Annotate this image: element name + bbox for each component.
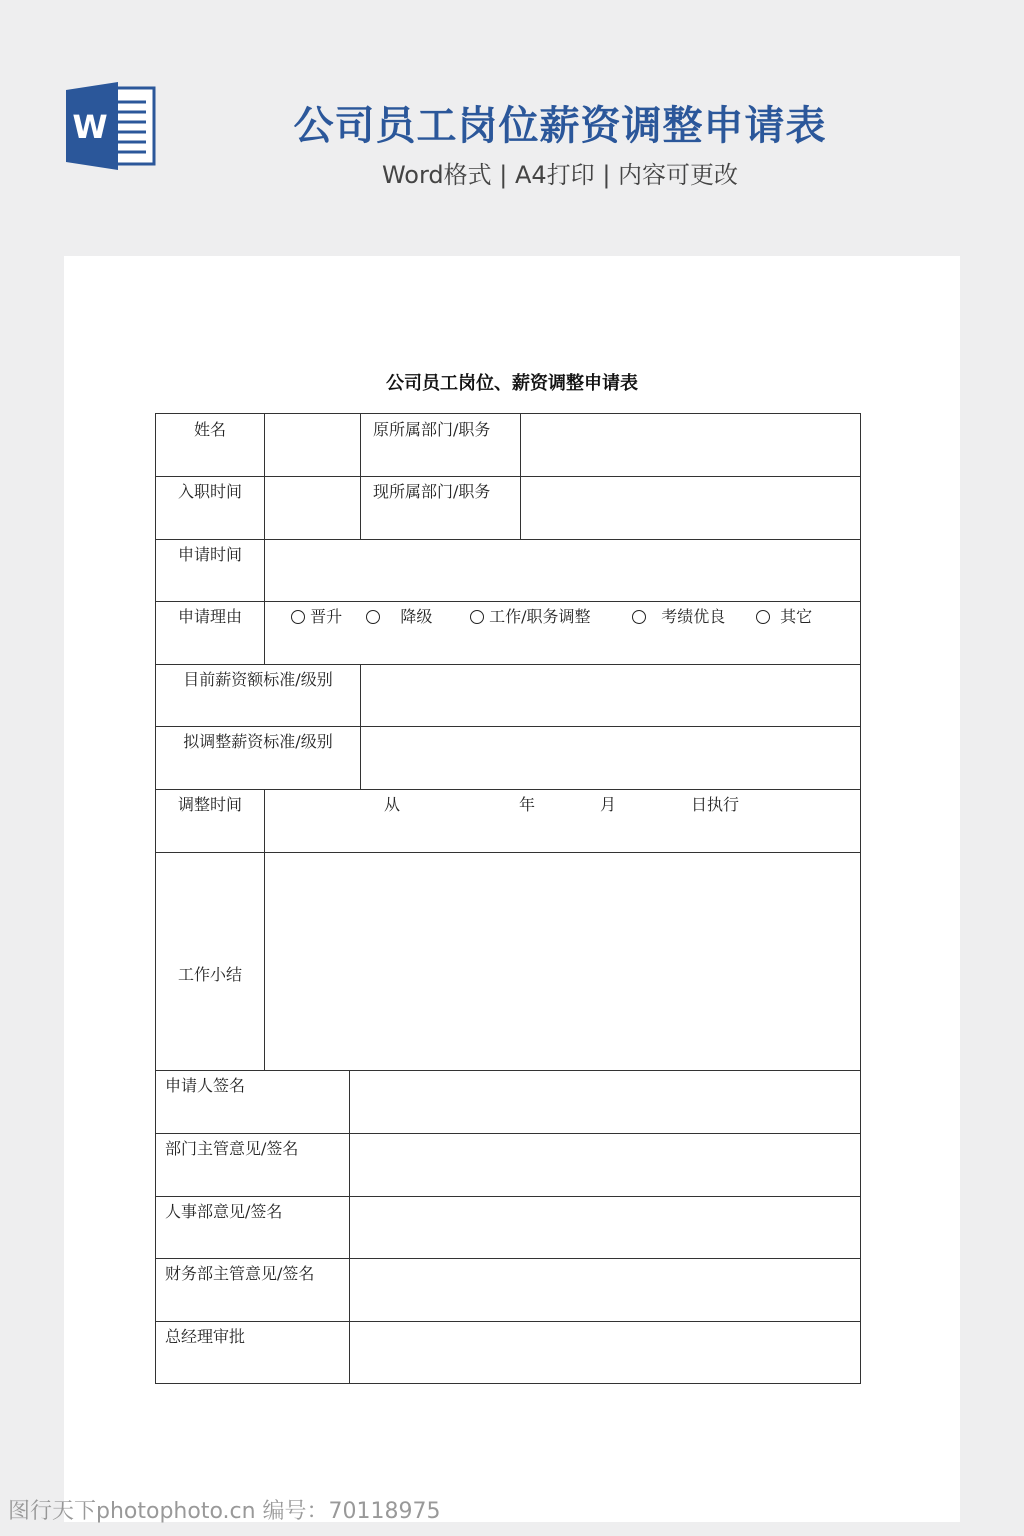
apply-date-label: 申请时间 xyxy=(177,545,242,564)
curr-dept-label: 现所属部门/职务 xyxy=(373,482,491,501)
adjust-day-text: 日执行 xyxy=(691,795,740,814)
radio-circle-icon[interactable] xyxy=(470,610,484,624)
name-label: 姓名 xyxy=(193,420,226,439)
adjust-month-text: 月 xyxy=(600,795,617,814)
radio-circle-icon[interactable] xyxy=(756,610,770,624)
radio-circle-icon[interactable] xyxy=(366,610,380,624)
finance-opinion-label: 财务部主管意见/签名 xyxy=(165,1264,315,1283)
apply-date-field[interactable] xyxy=(264,539,860,601)
application-form-table xyxy=(155,413,861,1384)
hire-date-label: 入职时间 xyxy=(177,482,242,501)
work-summary-label: 工作小结 xyxy=(177,965,242,984)
reason-option-demotion[interactable]: 降级 xyxy=(366,604,432,627)
proposed-salary-label: 拟调整薪资标准/级别 xyxy=(183,732,333,751)
banner-title: 公司员工岗位薪资调整申请表 xyxy=(293,103,827,149)
finance-opinion-field[interactable] xyxy=(349,1258,860,1321)
name-field[interactable] xyxy=(264,414,360,476)
adjust-year-text: 年 xyxy=(519,795,536,814)
dept-head-label: 部门主管意见/签名 xyxy=(165,1139,299,1158)
adjust-from-text: 从 xyxy=(384,795,401,814)
applicant-sign-field[interactable] xyxy=(349,1070,860,1133)
word-document-icon xyxy=(62,80,158,172)
reason-option-job-adjust[interactable]: 工作/职务调整 xyxy=(470,604,591,627)
reason-option-other[interactable]: 其它 xyxy=(756,604,812,627)
current-salary-field[interactable] xyxy=(360,664,860,726)
radio-circle-icon[interactable] xyxy=(632,610,646,624)
dept-head-field[interactable] xyxy=(349,1133,860,1196)
gm-approval-label: 总经理审批 xyxy=(165,1327,246,1346)
current-salary-label: 目前薪资额标准/级别 xyxy=(183,670,333,689)
banner-subtitle: Word格式 | A4打印 | 内容可更改 xyxy=(381,161,739,189)
watermark: 图行天下photophoto.cn 编号：70118975 xyxy=(8,1499,441,1524)
work-summary-field[interactable] xyxy=(264,852,860,1070)
radio-circle-icon[interactable] xyxy=(291,610,305,624)
reason-label: 申请理由 xyxy=(177,607,242,626)
gm-approval-field[interactable] xyxy=(349,1321,860,1383)
reason-option-performance[interactable]: 考绩优良 xyxy=(632,604,725,627)
adjust-time-label: 调整时间 xyxy=(177,795,242,814)
orig-dept-field[interactable] xyxy=(520,414,860,476)
orig-dept-label: 原所属部门/职务 xyxy=(373,420,491,439)
hire-date-field[interactable] xyxy=(264,476,360,538)
curr-dept-field[interactable] xyxy=(520,476,860,538)
hr-opinion-label: 人事部意见/签名 xyxy=(165,1202,283,1221)
document-title: 公司员工岗位、薪资调整申请表 xyxy=(386,373,638,394)
word-icon-letter: W xyxy=(72,108,108,146)
hr-opinion-field[interactable] xyxy=(349,1196,860,1258)
proposed-salary-field[interactable] xyxy=(360,726,860,788)
applicant-sign-label: 申请人签名 xyxy=(165,1076,246,1095)
reason-option-promotion[interactable]: 晋升 xyxy=(291,604,342,627)
